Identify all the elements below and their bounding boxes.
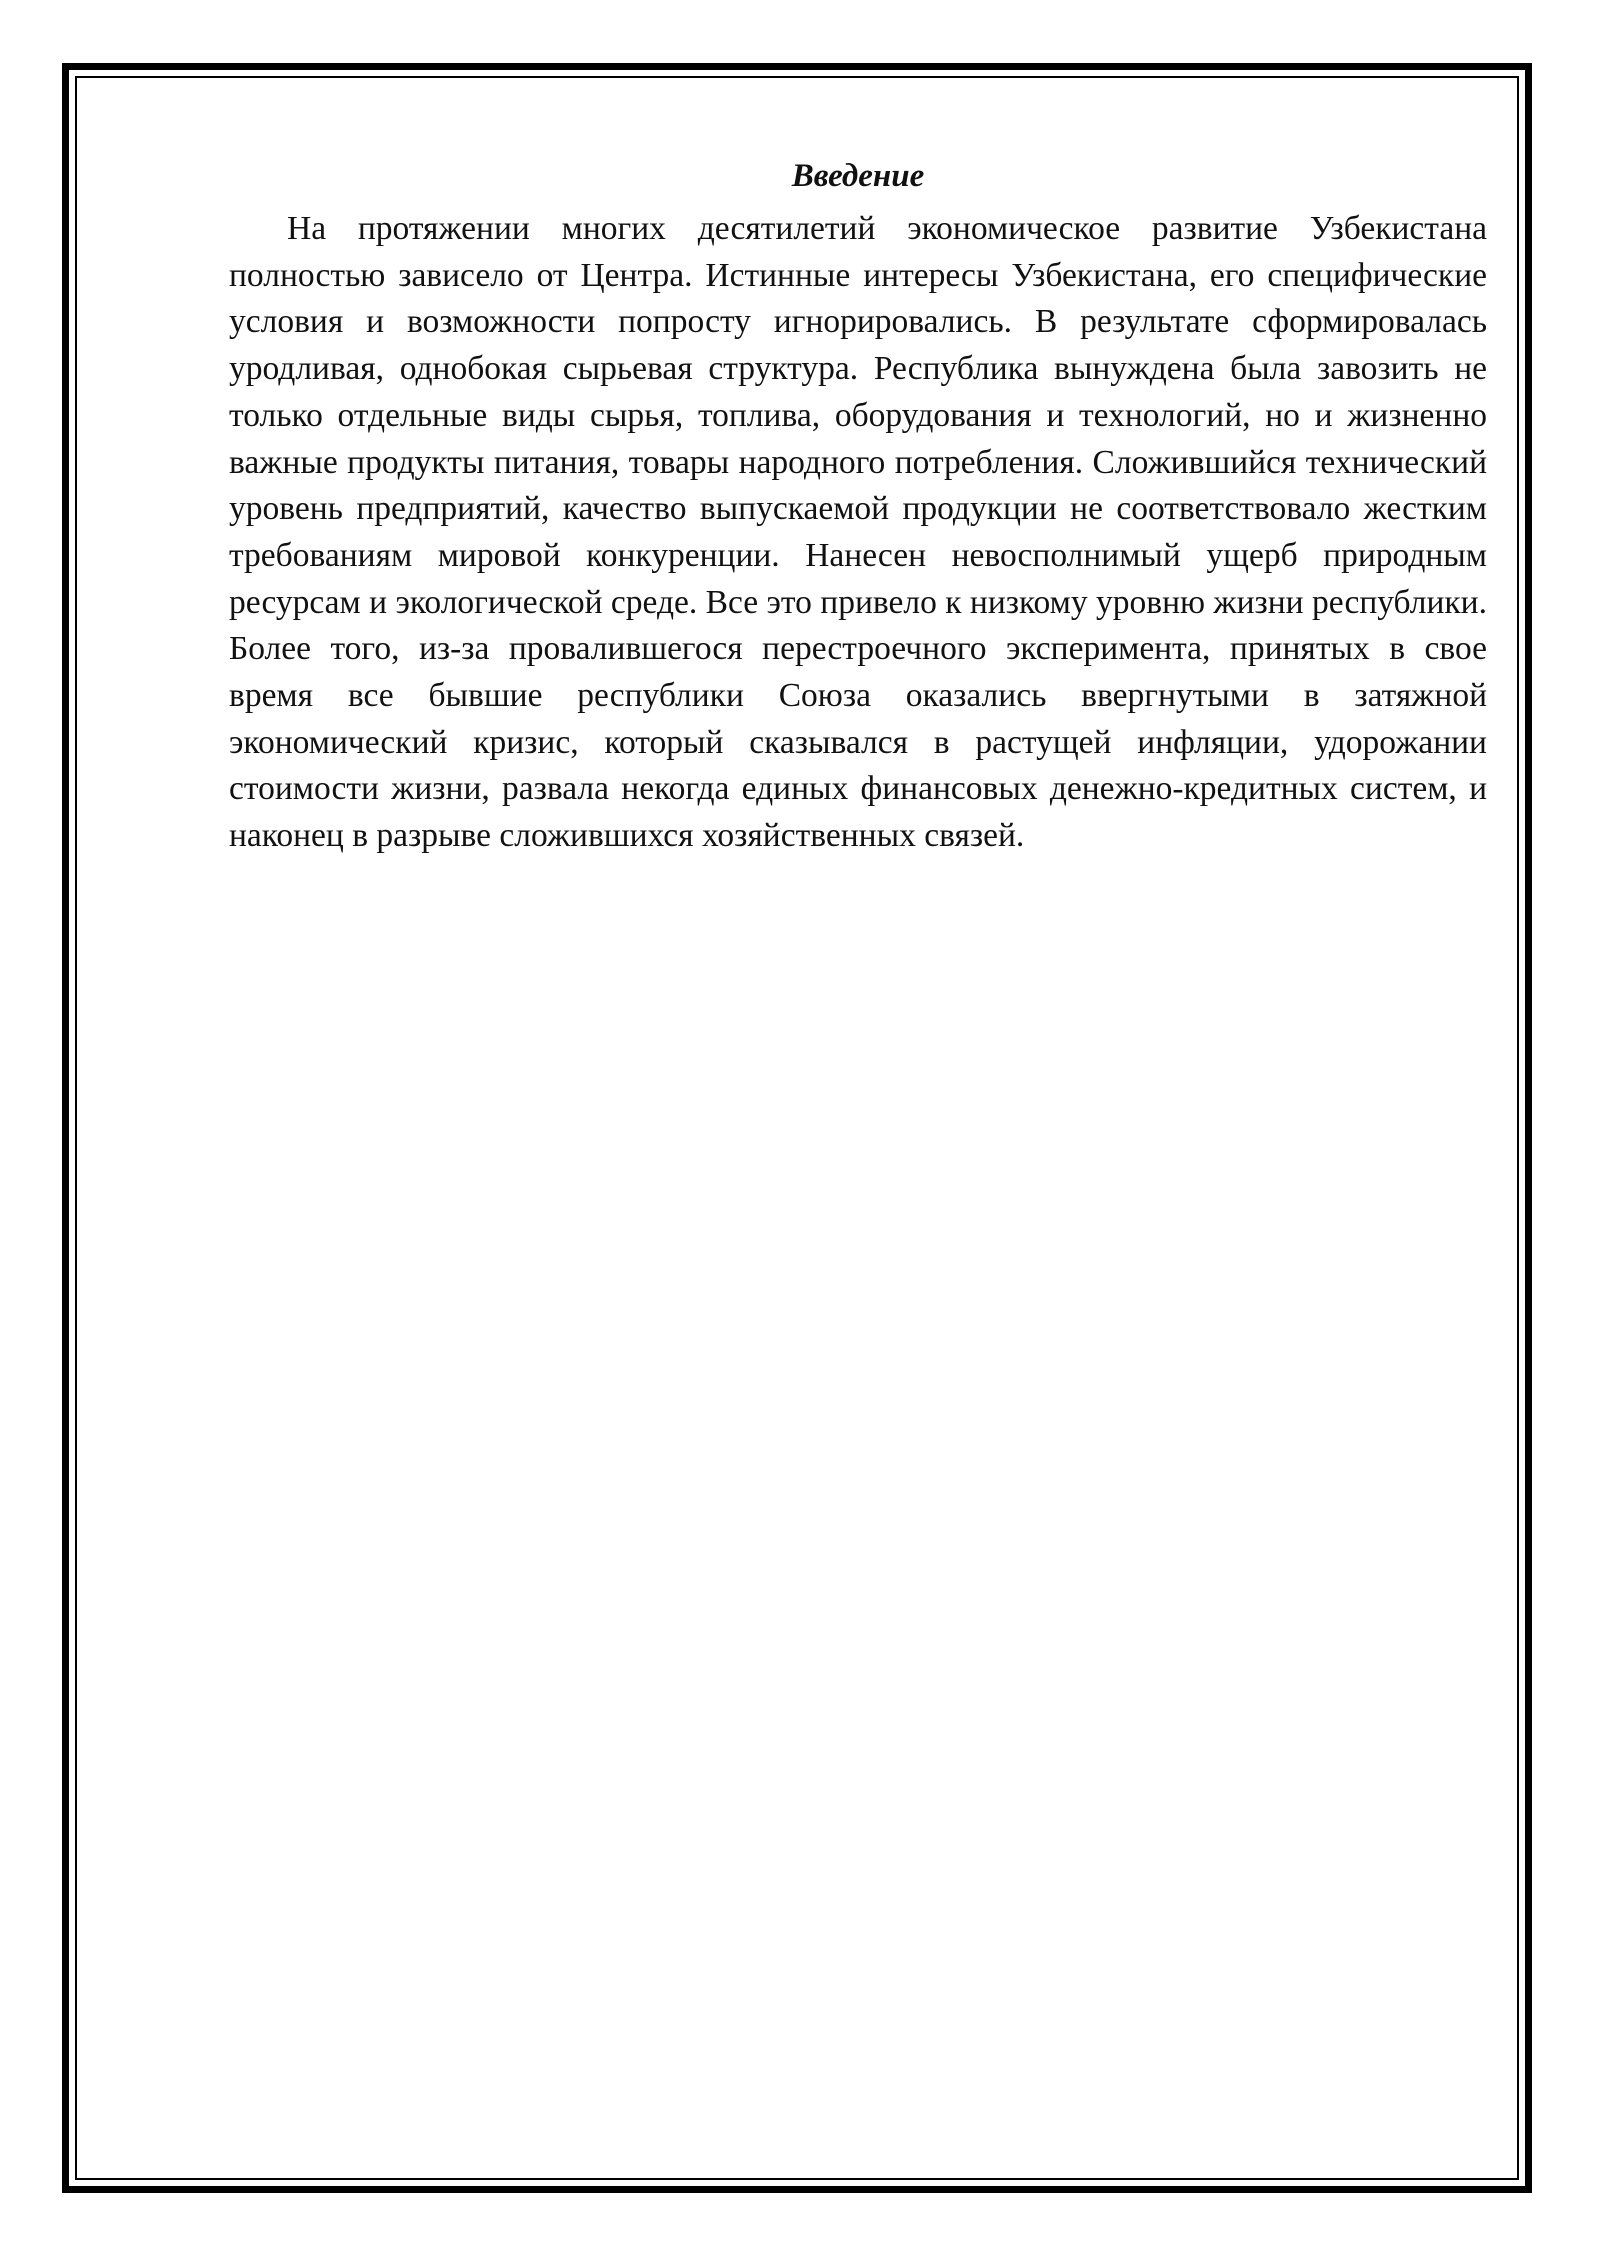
document-content [229, 152, 1487, 860]
document-paragraph: На протяжении многих десятилетий экономическое развитие Узбекистана полностью зависело от Центра. Истинные интересы Узбекистана, его специфические условия и возможности попросту игнорировались. В результате сформировалась уродливая, однобокая сырьевая структура. Республика вынуждена была завозить не только отдельные виды сырья, топлива, оборудования и технологий, но и жизненно важные продукты питания, товары народного потребления. Сложившийся технический уровень предприятий, качество выпускаемой продукции не соответствовало жестким требованиям мировой конкуренции. Нанесен невосполнимый ущерб природным ресурсам и экологической среде. Все это привело к низкому уровню жизни республики. Более того, из-за провалившегося перестроечного эксперимента, принятых в свое время все бывшие республики Союза оказались ввергнутыми в затяжной экономический кризис, который сказывался в растущей инфляции, удорожании стоимости жизни, развала некогда единых финансовых денежно-кредитных систем, и наконец в разрыве сложившихся хозяйственных связей. [229, 210, 1487, 855]
document-title: Введение [791, 158, 925, 194]
